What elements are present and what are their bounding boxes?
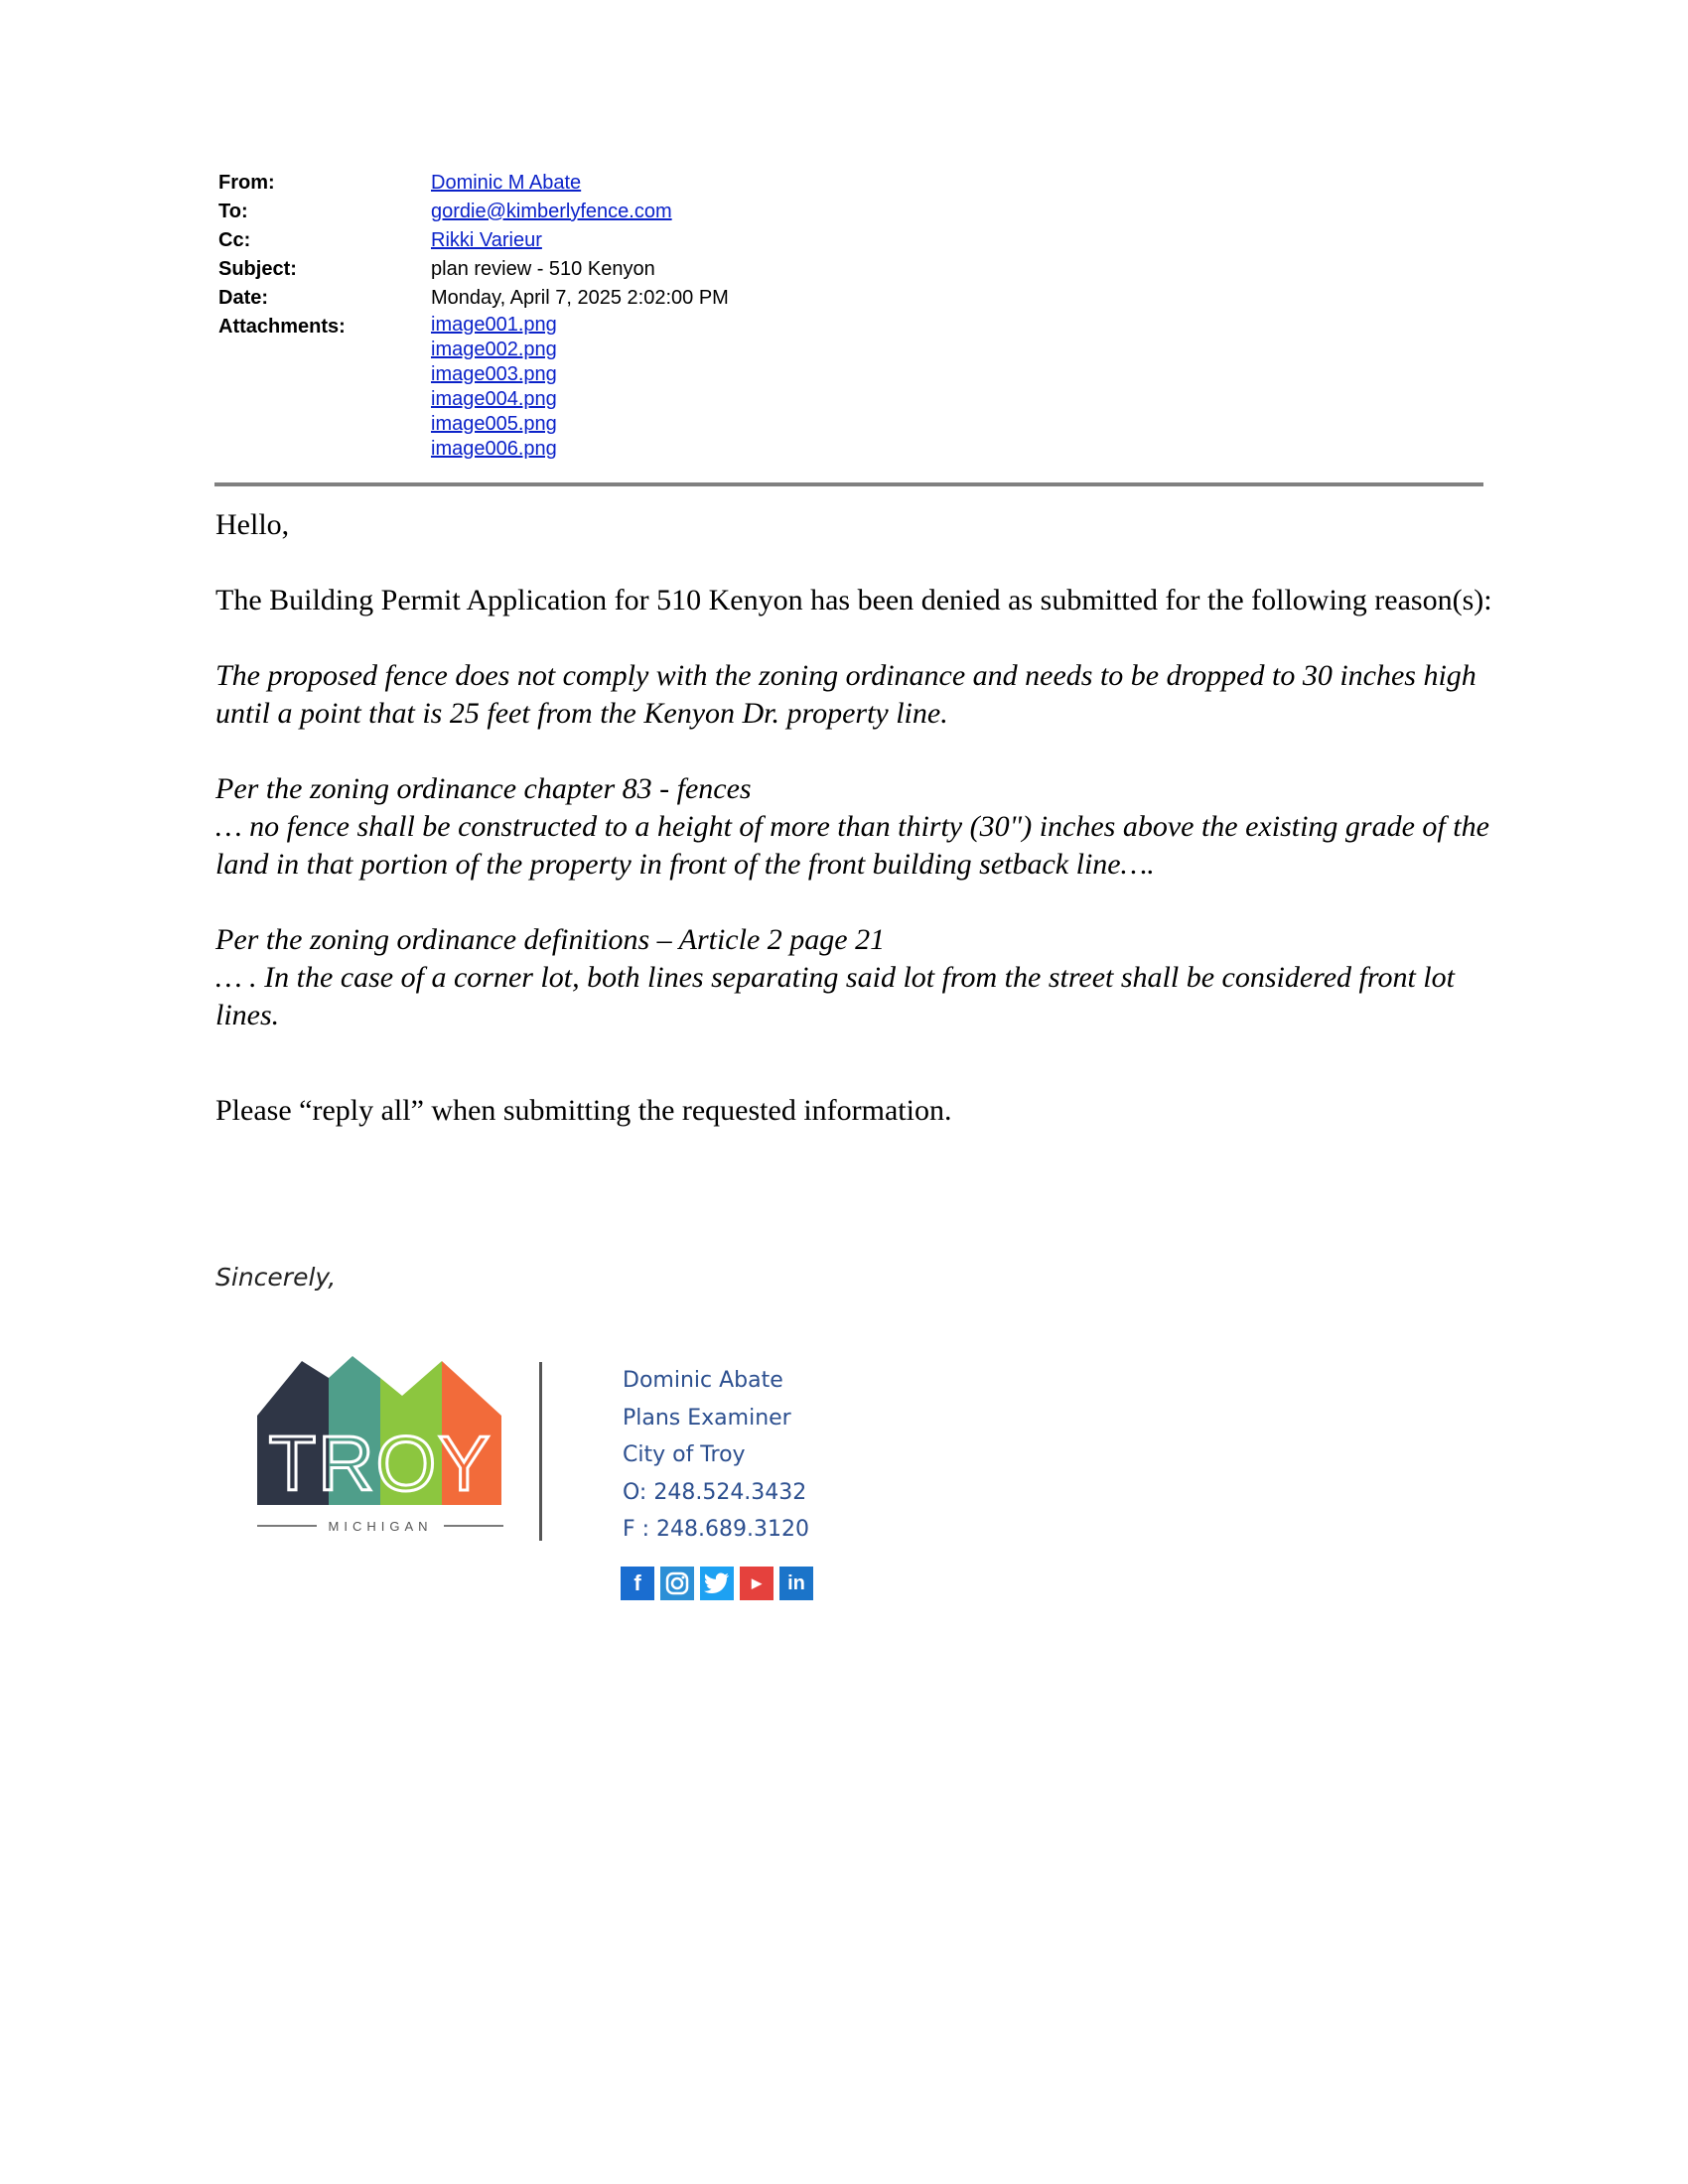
closing: Sincerely,: [215, 1263, 337, 1292]
to-label: To:: [218, 201, 248, 222]
attachment-link[interactable]: image003.png: [431, 363, 557, 385]
subject-label: Subject:: [218, 258, 297, 280]
attachment-link[interactable]: image001.png: [431, 314, 557, 336]
ordinance2-text: … . In the case of a corner lot, both lines separating said lot from the street shall be considered front lot lines.: [215, 961, 1455, 1031]
spacer: [215, 884, 1496, 921]
youtube-icon[interactable]: ▶: [740, 1567, 774, 1600]
signature-block: [623, 1362, 809, 1549]
greeting: Hello,: [215, 508, 290, 541]
logo-wordmark: TROY: [268, 1420, 492, 1507]
attachment-link[interactable]: image004.png: [431, 388, 557, 410]
email-body: [215, 506, 1496, 1130]
to-link[interactable]: gordie@kimberlyfence.com: [431, 201, 672, 222]
facebook-icon[interactable]: f: [621, 1567, 654, 1600]
linkedin-icon[interactable]: in: [779, 1567, 813, 1600]
from-row: [218, 169, 1484, 198]
reason-paragraph: The proposed fence does not comply with the zoning ordinance and needs to be dropped to 30 inches high until a point that is 25 feet from the Kenyon Dr. property line.: [215, 659, 1477, 730]
ordinance1-text: … no fence shall be constructed to a height of more than thirty (30") inches above the existing grade of the land in that portion of the property in front of the front building setback line….: [215, 810, 1489, 881]
cc-link[interactable]: Rikki Varieur: [431, 229, 542, 251]
signature-title: Plans Examiner: [623, 1405, 791, 1431]
attachment-link[interactable]: image005.png: [431, 413, 557, 435]
header-divider: [214, 482, 1483, 486]
signature-fax: F : 248.689.3120: [623, 1517, 810, 1542]
logo-subtitle: MICHIGAN: [328, 1519, 433, 1534]
date-value: Monday, April 7, 2025 2:02:00 PM: [431, 287, 729, 309]
reply-note: Please “reply all” when submitting the requested information.: [215, 1094, 952, 1127]
spacer: [215, 544, 1496, 582]
attachments-list: [431, 313, 1484, 462]
twitter-icon[interactable]: [700, 1567, 734, 1600]
attachment-link[interactable]: image006.png: [431, 438, 557, 460]
signature-phone: O: 248.524.3432: [623, 1479, 807, 1505]
ordinance2-title: Per the zoning ordinance definitions – Article 2 page 21: [215, 923, 886, 956]
instagram-icon[interactable]: [660, 1567, 694, 1600]
spacer: [215, 1034, 1496, 1092]
spacer: [215, 619, 1496, 657]
date-label: Date:: [218, 287, 269, 309]
attachments-label: Attachments:: [218, 316, 346, 338]
from-link[interactable]: Dominic M Abate: [431, 172, 582, 194]
email-header: [218, 169, 1484, 462]
subject-row: [218, 255, 1484, 284]
attachment-link[interactable]: image002.png: [431, 339, 557, 360]
signature-divider: [539, 1362, 542, 1541]
troy-logo: [253, 1356, 511, 1535]
attachments-row: [218, 313, 1484, 462]
intro-paragraph: The Building Permit Application for 510 Kenyon has been denied as submitted for the following reason(s):: [215, 584, 1492, 616]
cc-label: Cc:: [218, 229, 251, 251]
cc-row: [218, 226, 1484, 255]
date-row: [218, 284, 1484, 313]
subject-value: plan review - 510 Kenyon: [431, 258, 655, 280]
spacer: [215, 733, 1496, 770]
signature-org: City of Troy: [623, 1442, 746, 1467]
signature-name: Dominic Abate: [623, 1368, 783, 1393]
from-label: From:: [218, 172, 275, 194]
social-icons: [621, 1567, 813, 1600]
ordinance1-title: Per the zoning ordinance chapter 83 - fences: [215, 772, 752, 805]
to-row: [218, 198, 1484, 226]
